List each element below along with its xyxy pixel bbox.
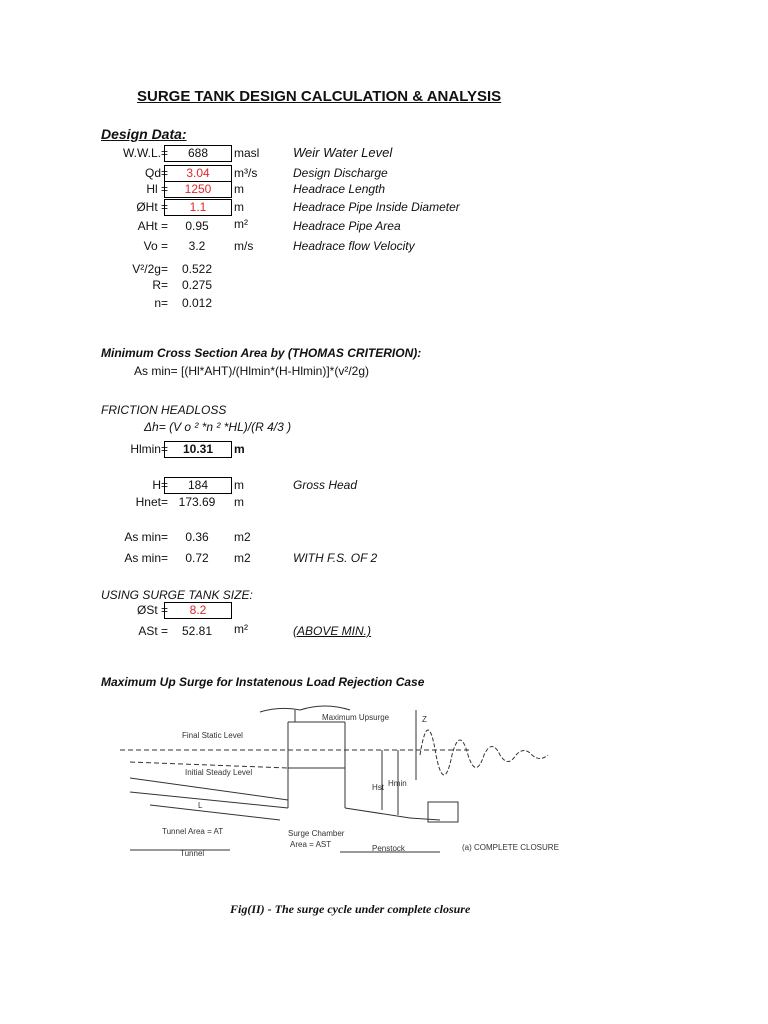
qd-desc: Design Discharge bbox=[293, 166, 388, 180]
penstock-end bbox=[410, 818, 440, 820]
terrain-line bbox=[260, 706, 350, 712]
ast-unit: m² bbox=[234, 622, 248, 636]
wwl-unit: masl bbox=[234, 146, 260, 160]
hnet-label: Hnet= bbox=[135, 495, 168, 509]
hlmin-label: Hlmin= bbox=[130, 442, 168, 456]
vo-value: 3.2 bbox=[188, 239, 206, 253]
aht-value: 0.95 bbox=[185, 219, 209, 233]
aht-unit: m² bbox=[234, 217, 248, 231]
surge-cycle-figure bbox=[110, 700, 570, 870]
hl-desc: Headrace Length bbox=[293, 182, 386, 196]
dht-value[interactable]: 1.1 bbox=[164, 199, 232, 216]
fig-label-tunnel: Tunnel bbox=[180, 849, 205, 858]
r-label: R= bbox=[152, 278, 168, 292]
qd-label: Qd= bbox=[144, 166, 168, 180]
qd-value[interactable]: 3.04 bbox=[164, 165, 232, 182]
fig-label-initial-steady: Initial Steady Level bbox=[185, 768, 253, 777]
penstock-line bbox=[345, 808, 410, 818]
dst-label: ØSt = bbox=[136, 603, 168, 617]
friction-formula: Δh= (V o ² *n ² *HL)/(R 4/3 ) bbox=[144, 420, 292, 434]
design-data-heading: Design Data: bbox=[101, 126, 187, 142]
dht-desc: Headrace Pipe Inside Diameter bbox=[293, 200, 460, 214]
friction-heading: FRICTION HEADLOSS bbox=[101, 403, 227, 417]
fig-label-hst: Hst bbox=[372, 783, 384, 792]
wwl-label: W.W.L.= bbox=[122, 146, 168, 160]
h-value[interactable]: 184 bbox=[164, 477, 232, 494]
ast-label: ASt = bbox=[138, 624, 168, 638]
asmin-fs-desc: WITH F.S. OF 2 bbox=[293, 551, 378, 565]
dht-unit: m bbox=[234, 200, 244, 214]
qd-unit: m³/s bbox=[234, 166, 258, 180]
asmin-fs-value: 0.72 bbox=[185, 551, 209, 565]
asmin-value: 0.36 bbox=[185, 530, 209, 544]
vo-desc: Headrace flow Velocity bbox=[293, 239, 415, 253]
asmin-fs-label: As min= bbox=[124, 551, 168, 565]
figure-caption: Fig(II) - The surge cycle under complete closure bbox=[230, 902, 471, 916]
r-value: 0.275 bbox=[181, 278, 213, 292]
ast-desc: (ABOVE MIN.) bbox=[293, 624, 372, 638]
dht-label: ØHt = bbox=[136, 200, 168, 214]
surge-wave bbox=[420, 730, 548, 775]
thomas-heading: Minimum Cross Section Area by (THOMAS CRITERION): bbox=[101, 346, 422, 360]
hnet-unit: m bbox=[234, 495, 244, 509]
fig-label-penstock: Penstock bbox=[372, 844, 405, 853]
tank-size-heading: USING SURGE TANK SIZE: bbox=[101, 588, 253, 602]
tunnel-top bbox=[130, 778, 288, 800]
fig-label-z: Z bbox=[422, 715, 427, 724]
fig-label-surge-area: Area = AST bbox=[290, 840, 332, 849]
hnet-value: 173.69 bbox=[178, 495, 216, 509]
page-title: SURGE TANK DESIGN CALCULATION & ANALYSIS bbox=[137, 88, 502, 105]
hl-value[interactable]: 1250 bbox=[164, 181, 232, 198]
hl-label: Hl = bbox=[146, 182, 168, 196]
asmin-fs-unit: m2 bbox=[234, 551, 251, 565]
aht-desc: Headrace Pipe Area bbox=[293, 219, 401, 233]
fig-label-surge-chamber: Surge Chamber bbox=[288, 829, 345, 838]
n-value: 0.012 bbox=[181, 296, 213, 310]
wwl-desc: Weir Water Level bbox=[293, 145, 393, 160]
upsurge-heading: Maximum Up Surge for Instatenous Load Rejection Case bbox=[101, 675, 425, 689]
h-desc: Gross Head bbox=[293, 478, 358, 492]
fig-label-hmin: Hmin bbox=[388, 779, 407, 788]
v2g-value: 0.522 bbox=[181, 262, 213, 276]
vo-unit: m/s bbox=[234, 239, 254, 253]
h-unit: m bbox=[234, 478, 244, 492]
aht-label: AHt = bbox=[137, 219, 168, 233]
hl-unit: m bbox=[234, 182, 244, 196]
hlmin-value[interactable]: 10.31 bbox=[164, 441, 232, 458]
ast-value: 52.81 bbox=[181, 624, 213, 638]
fig-label-max-upsurge: Maximum Upsurge bbox=[322, 713, 390, 722]
fig-label-final-static: Final Static Level bbox=[182, 731, 243, 740]
fig-label-closure: (a) COMPLETE CLOSURE bbox=[462, 843, 559, 852]
hlmin-unit: m bbox=[234, 442, 245, 456]
l-dim-line bbox=[150, 805, 280, 820]
thomas-formula: As min= [(Hl*AHT)/(Hlmin*(H-Hlmin)]*(v²/2g) bbox=[134, 364, 370, 378]
fig-label-tunnel-area: Tunnel Area = AT bbox=[162, 827, 224, 836]
v2g-label: V²/2g= bbox=[132, 262, 168, 276]
asmin-unit: m2 bbox=[234, 530, 251, 544]
vo-label: Vo = bbox=[143, 239, 168, 253]
fig-label-l: L bbox=[198, 801, 203, 810]
wwl-value[interactable]: 688 bbox=[164, 145, 232, 162]
n-label: n= bbox=[154, 296, 168, 310]
dst-value[interactable]: 8.2 bbox=[164, 602, 232, 619]
h-label: H= bbox=[152, 478, 168, 492]
asmin-label: As min= bbox=[124, 530, 168, 544]
